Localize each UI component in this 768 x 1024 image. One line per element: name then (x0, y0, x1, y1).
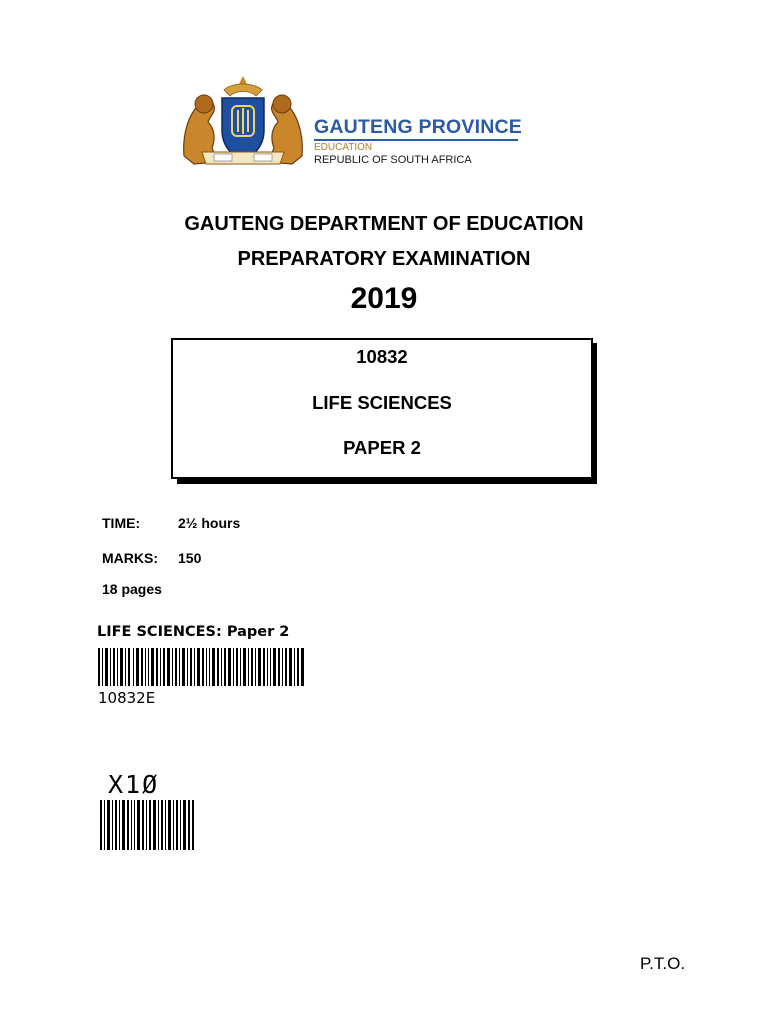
province-underline (314, 139, 518, 141)
marks-value: 150 (178, 550, 202, 566)
pto-label: P.T.O. (640, 954, 686, 973)
small-barcode-icon (100, 800, 194, 850)
exam-title: PREPARATORY EXAMINATION (237, 248, 531, 270)
exam-year: 2019 (350, 282, 418, 315)
subject-name: LIFE SCIENCES (312, 392, 452, 413)
barcode-text: 10832E (98, 689, 156, 707)
page-count: 18 pages (102, 581, 162, 597)
marks-label: MARKS: (102, 550, 158, 566)
province-sub-education: EDUCATION (314, 142, 373, 153)
coat-of-arms-icon (180, 72, 306, 170)
time-label: TIME: (102, 515, 141, 531)
barcode-icon (98, 648, 304, 686)
subject-code: 10832 (356, 346, 408, 367)
department-title: GAUTENG DEPARTMENT OF EDUCATION (184, 213, 584, 235)
time-value: 2½ hours (178, 515, 241, 531)
barcode-title: LIFE SCIENCES: Paper 2 (97, 624, 290, 640)
header-logo (180, 72, 530, 170)
province-sub-country: REPUBLIC OF SOUTH AFRICA (314, 154, 472, 166)
x-code-label: X1Ø (108, 770, 160, 799)
paper-number: PAPER 2 (343, 437, 421, 458)
province-name: GAUTENG PROVINCE (314, 116, 522, 138)
subject-box (171, 338, 593, 479)
